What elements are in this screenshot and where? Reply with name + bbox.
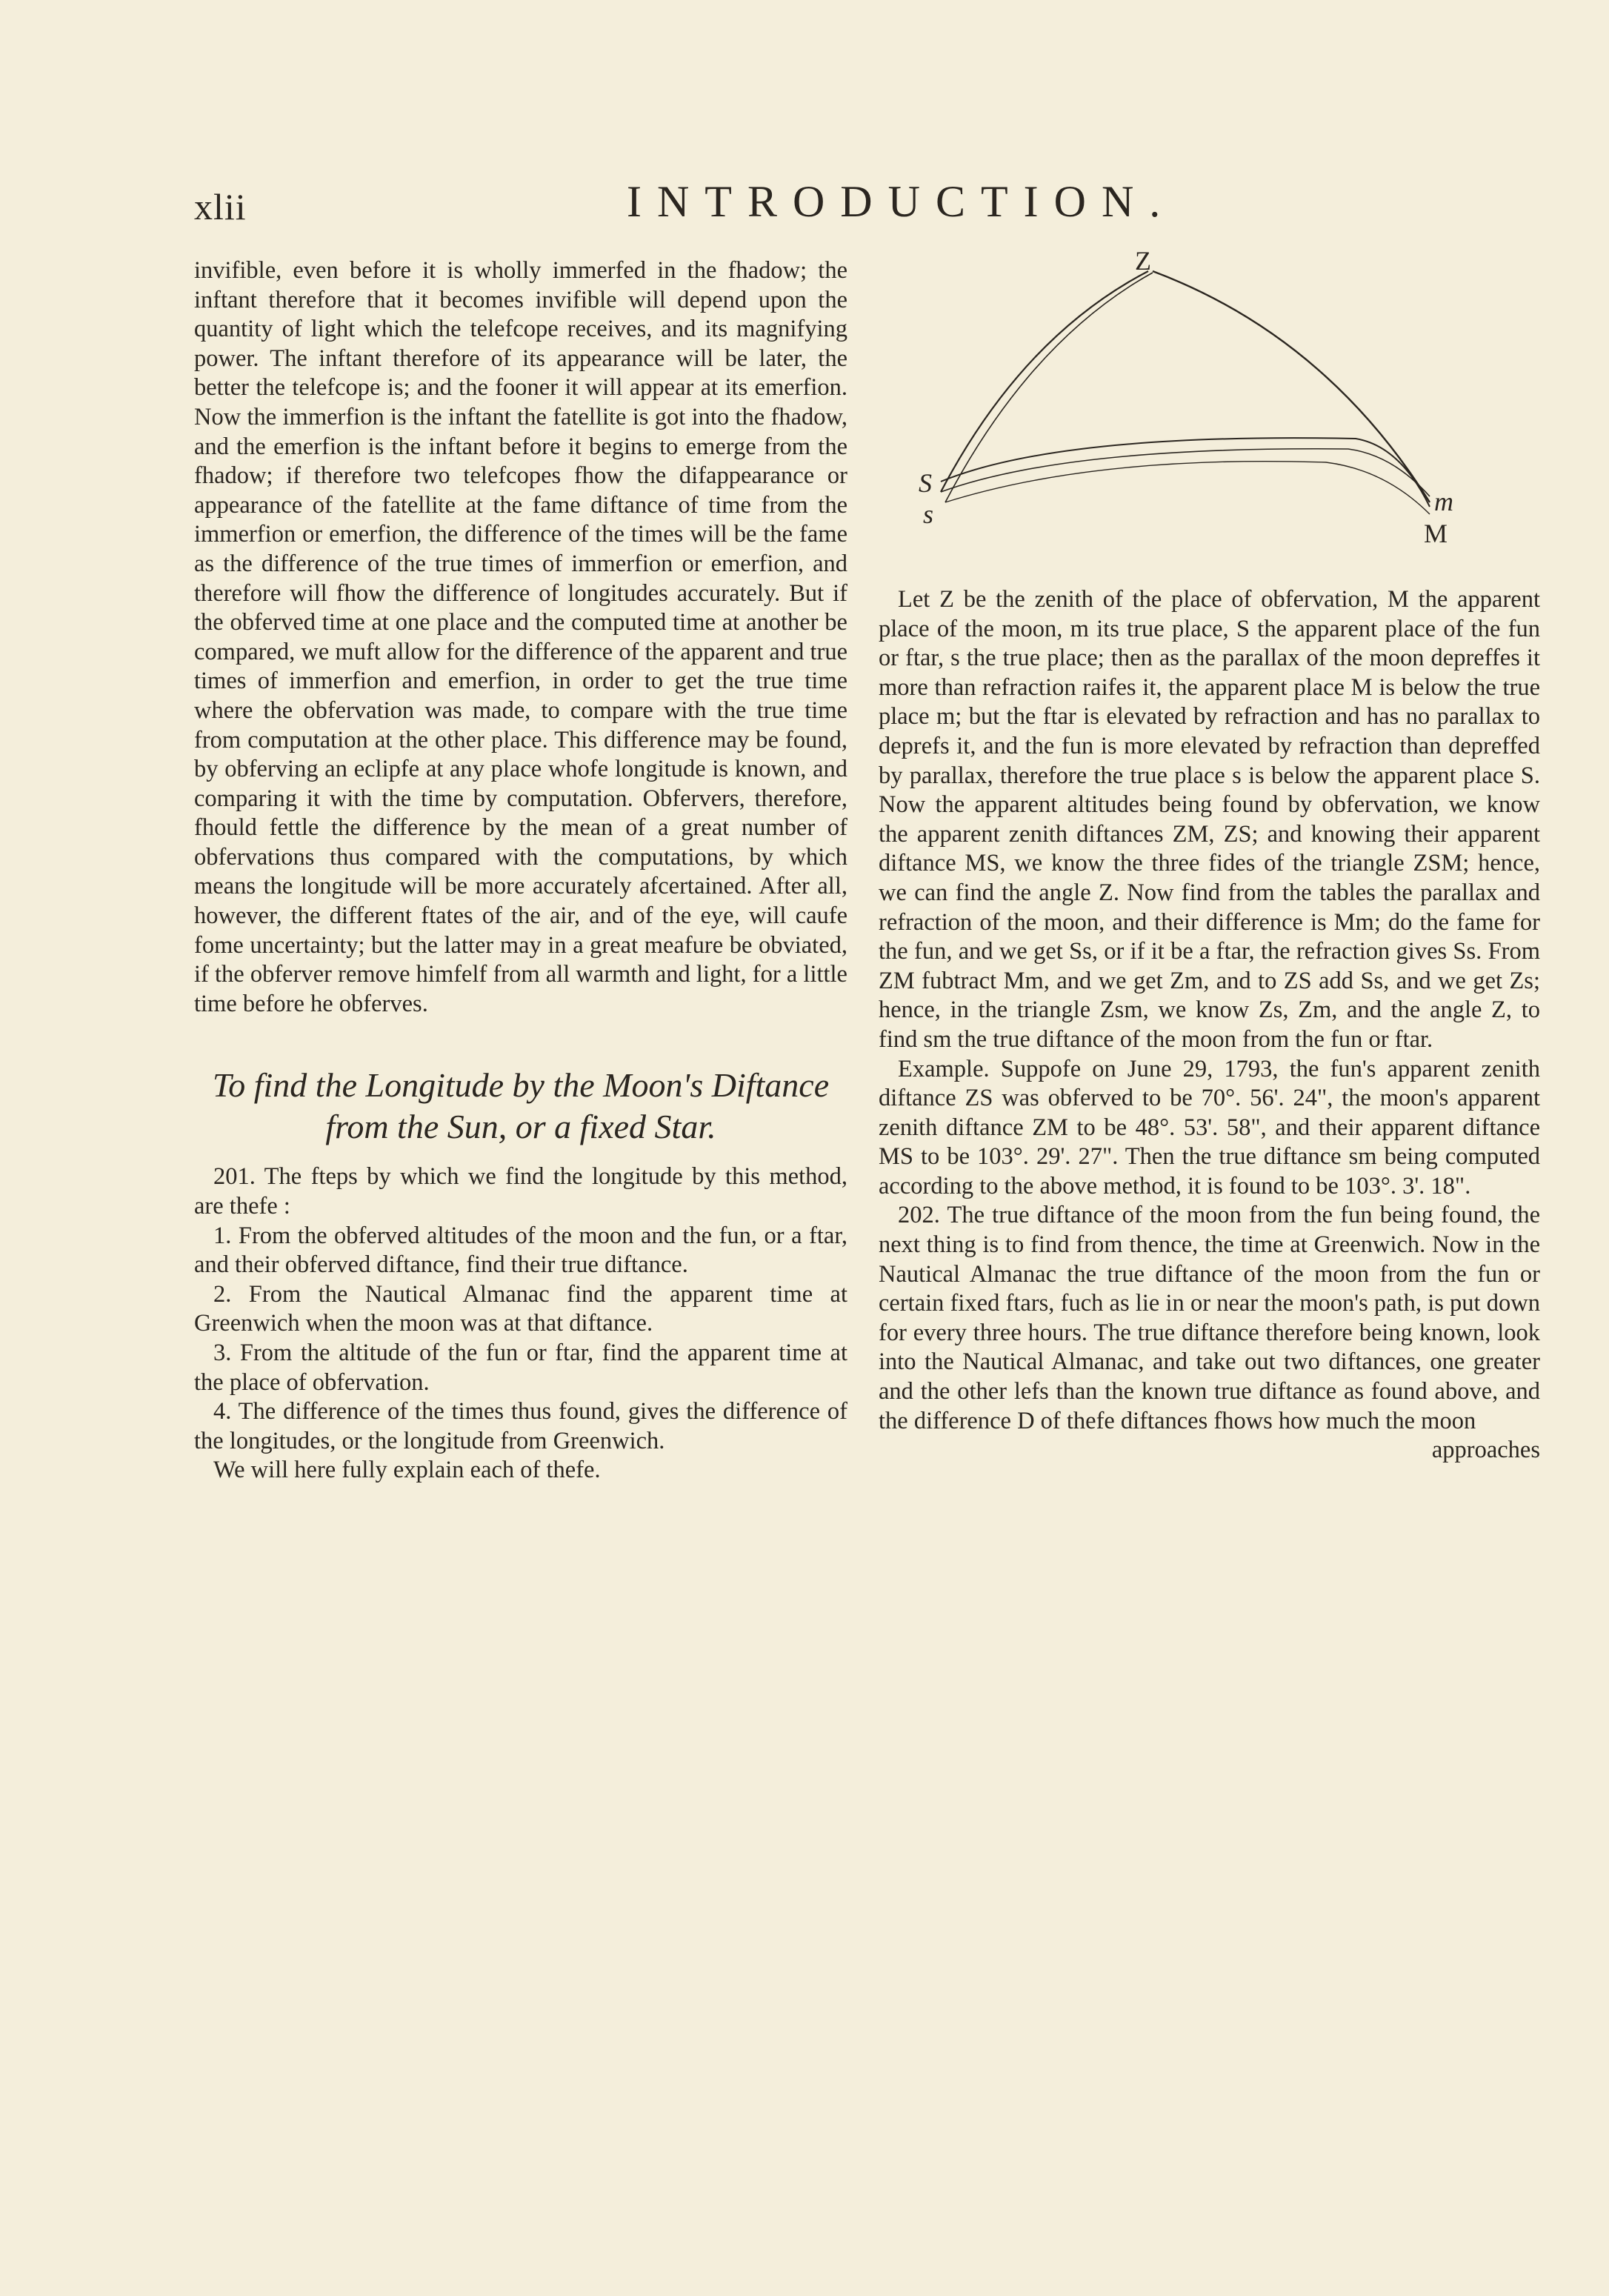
step-2: 2. From the Nautical Almanac find the apparent time at Greenwich when the moon was at that diftance. [194, 1280, 847, 1337]
step-1: 1. From the obferved altitudes of the moon and the fun, or a ftar, and their obferved diftance, find their true diftance. [194, 1222, 847, 1279]
section-heading-line: from the Sun, or a fixed Star. [325, 1108, 716, 1146]
label-m-upper: M [1424, 519, 1448, 548]
closing-line: We will here fully explain each of thefe. [213, 1457, 601, 1484]
paragraph-201: 201. The fteps by which we find the longitude by this method, are thefe : [194, 1163, 847, 1220]
paragraph-202: 202. The true diftance of the moon from the fun being found, the next thing is to find from thence, the time at Greenwich. Now in the Nautical Almanac the true diftance of the moon from the fun or certain fixed ftars, fuch as lie in or near the moon's path, is put down for every three hours. The true diftance therefore being known, look into the Nautical Almanac, and take out two diftances, one greater and the other lefs than the known true diftance as found above, and the difference D of thefe diftances fhows how much the moon [879, 1202, 1540, 1434]
right-column [879, 585, 1540, 1465]
section-heading-line: To find the Longitude by the Moon's Diftance [212, 1066, 830, 1105]
example-paragraph: Example. Suppofe on June 29, 1793, the fun's apparent zenith diftance ZS was obferved to be 70°. 56'. 24", the moon's apparent zenith diftance ZM to be 48°. 53'. 58", and their apparent diftance MS to be 103°. 29'. 27". Then the true diftance sm being computed according to the above method, it is found to be 103°. 3'. 18". [879, 1055, 1540, 1199]
label-s-lower: s [923, 499, 934, 529]
page-header [0, 176, 1609, 236]
step-3: 3. From the altitude of the fun or ftar, find the apparent time at the place of obfervation. [194, 1340, 847, 1396]
triangle-diagram [911, 247, 1474, 551]
spherical-triangle-figure [911, 247, 1474, 551]
label-z: Z [1135, 247, 1151, 276]
section-heading [194, 1065, 847, 1148]
label-s-upper: S [919, 468, 932, 498]
left-column [194, 256, 847, 1485]
catchword: approaches [1431, 1437, 1540, 1464]
label-m-lower: m [1434, 487, 1453, 516]
paragraph: invifible, even before it is wholly immerfed in the fhadow; the inftant therefore that it becomes invifible will depend upon the quantity of light which the telefcope receives, and its magnifying power. The inftant therefore of its appearance will be later, the better the telefcope is; and the fooner it will appear at its emerfion. Now the immerfion is the inftant the fatellite is got into the fhadow, and the emerfion is the inftant before it begins to emerge from the fhadow; if therefore two telefcopes fhow the difappearance or appearance of the fatellite at the fame diftance of time from the immerfion or emerfion, the difference of the times will be the fame as the difference of the true times of immerfion or emerfion, and therefore will fhow the difference of longitudes accurately. But if the obferved time at one place and the computed time at another be compared, we muft allow for the difference of the apparent and true times of immerfion and emerfion, in order to get the true time where the obfervation was made, to compare with the true time from computation at the other place. This difference may be found, by obferving an eclipfe at any place whofe longitude is known, and comparing it with the time by computation. Obfervers, therefore, fhould fettle the difference by the mean of a great number of obfervations thus compared with the computations, by which means the longitude will be more accurately afcertained. After all, however, the different ftates of the air, and of the eye, will caufe fome uncertainty; but the latter may in a great meafure be obviated, if the obferver remove himfelf from all warmth and light, for a little time before he obferves. [194, 257, 847, 1017]
step-4: 4. The difference of the times thus found, gives the difference of the longitudes, or the longitude from Greenwich. [194, 1398, 847, 1454]
paragraph: Let Z be the zenith of the place of obfervation, M the apparent place of the moon, m its true place, S the apparent place of the fun or ftar, s the true place; then as the parallax of the moon depreffes it more than refraction raifes it, the apparent place M is below the true place m; but the ftar is elevated by refraction and has no parallax to deprefs it, and the fun is more elevated by refraction than depreffed by parallax, therefore the true place s is below the apparent place S. Now the apparent altitudes being found by obfervation, we know the apparent zenith diftances ZM, ZS; and knowing their apparent diftance MS, we know the three fides of the triangle ZSM; hence, we can find the angle Z. Now find from the tables the parallax and refraction of the moon, and their difference is Mm; do the fame for the fun, and we get Ss, or if it be a ftar, the refraction gives Ss. From ZM fubtract Mm, and we get Zm, and to ZS add Ss, and we get Zs; hence, in the triangle Zsm, we know Zs, Zm, and the angle Z, to find sm the true diftance of the moon from the fun or ftar. [879, 586, 1540, 1053]
running-title: INTRODUCTION. [627, 177, 1176, 226]
page-number: xlii [194, 186, 247, 227]
